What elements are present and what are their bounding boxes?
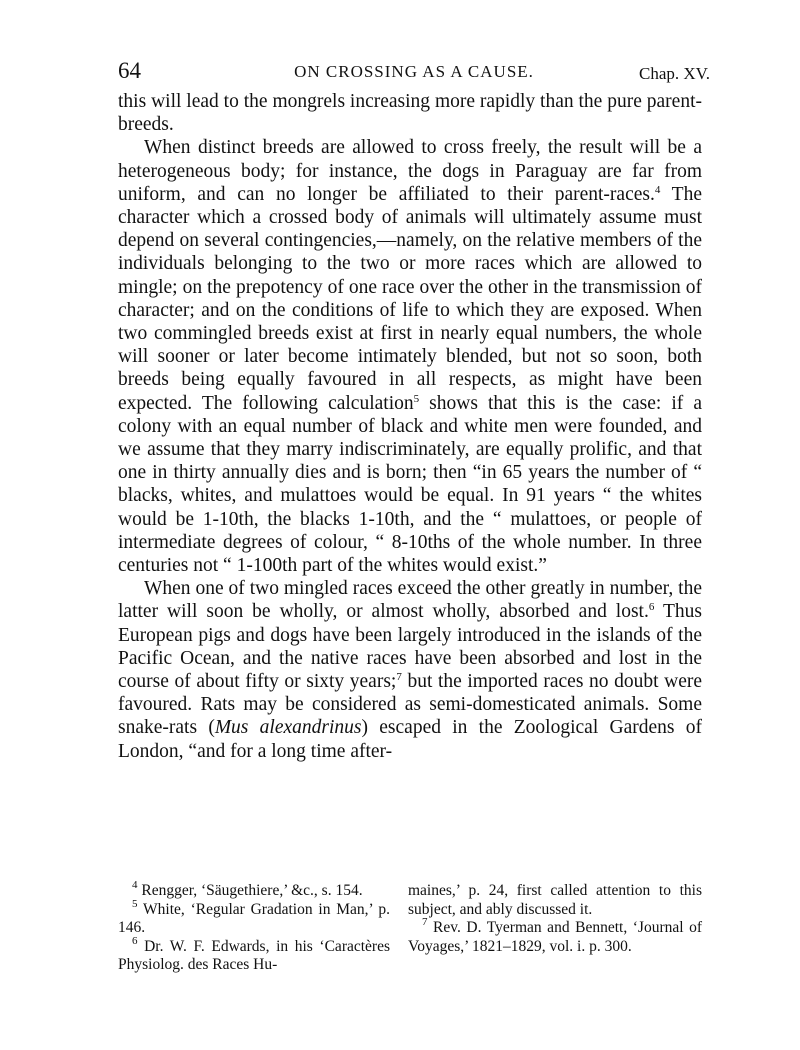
footnote-6-text-right: maines,’ p. 24, first called attention to this subject, and ably discussed it. — [408, 882, 702, 918]
species-name: Mus alexandrinus — [214, 717, 362, 739]
paragraph-2 — [118, 136, 702, 577]
footnote-4 — [118, 879, 390, 901]
paragraph-2-text-b: The character which a crossed body of animals will ultimately assume must depend on several contingencies,—namely, on the relative members of the individuals belonging to the two or more races which are allowed to mingle; on the prepotency of one race over the other in the transmission of character; and on the conditions of life to which they are exposed. When two commingled breeds exist at first in nearly equal numbers, the whole will sooner or later become intimately blended, but not so soon, both breeds being equally favoured in all respects, as might have been expected. The following calculation — [118, 183, 702, 414]
footnote-6-mark: 6 — [132, 934, 138, 947]
footnote-ref-4: 4 — [654, 183, 661, 196]
footnote-6-text-left: Dr. W. F. Edwards, in his ‘Caractères Physiolog. des Races Hu- — [118, 937, 390, 973]
chapter-label: Chap. XV. — [639, 64, 710, 83]
footnote-ref-6: 6 — [648, 601, 655, 614]
paragraph-3-text-d: ) escaped in the Zoological Gardens of London, “and for a long time after- — [118, 717, 703, 762]
footnote-5-text: White, ‘Regular Gradation in Man,’ p. 146. — [118, 900, 390, 936]
footnote-4-text: Rengger, ‘Säugethiere,’ &c., s. 154. — [137, 882, 363, 899]
footnote-5 — [118, 897, 390, 938]
paragraph-2-text-a: When distinct breeds are allowed to cross freely, the result will be a heterogeneous body; for instance, the dogs in Paraguay are far from uniform, and can no longer be affiliated to their parent-races. — [118, 137, 702, 205]
footnote-ref-5: 5 — [413, 392, 420, 405]
footnote-4-mark: 4 — [132, 879, 138, 891]
page-header — [118, 58, 710, 88]
footnote-6-continued — [408, 882, 702, 919]
running-title: ON CROSSING AS A CAUSE. — [294, 62, 534, 81]
footnotes-left-column — [118, 879, 390, 975]
paragraph-3-text-c: but the imported races no doubt were favoured. Rats may be considered as semi-domesticated animals. Some snake-rats ( — [118, 671, 703, 739]
footnotes-right-column — [408, 882, 702, 956]
footnote-7-mark: 7 — [422, 916, 428, 928]
paragraph-3 — [118, 577, 702, 763]
paragraph-2-text-c: shows that this is the case: if a colony with an equal number of black and white men were founded, and we assume that they marry indiscriminately, are equally prolific, and that one in thirty annually dies and is born; then “in 65 years the number of “ blacks, whites, and mulattoes would be equal. In 91 years “ the whites would be 1-10th, the blacks 1-10th, and the “ mulattoes, or people of intermediate degrees of colour, “ 8-10ths of the whole number. In three centuries not “ 1-100th part of the whites would exist.” — [118, 392, 702, 577]
footnote-7-text: Rev. D. Tyerman and Bennett, ‘Journal of Voyages,’ 1821–1829, vol. i. p. 300. — [408, 919, 702, 955]
page-number: 64 — [118, 58, 141, 83]
paragraph-1-text: this will lead to the mongrels increasing more rapidly than the pure parent-breeds. — [118, 91, 702, 136]
footnote-5-mark: 5 — [132, 897, 138, 910]
paragraph-3-text-b: Thus European pigs and dogs have been largely introduced in the islands of the Pacific Ocean, and the native races have been absorbed and lost in the course of about fifty or sixty years; — [118, 601, 702, 693]
body-text — [118, 90, 702, 763]
paragraph-3-text-a: When one of two mingled races exceed the other greatly in number, the latter will soon be wholly, or almost wholly, absorbed and lost. — [118, 578, 702, 623]
footnote-6 — [118, 934, 390, 975]
footnote-7 — [408, 916, 702, 956]
footnote-ref-7: 7 — [396, 671, 402, 684]
paragraph-1 — [118, 90, 702, 136]
